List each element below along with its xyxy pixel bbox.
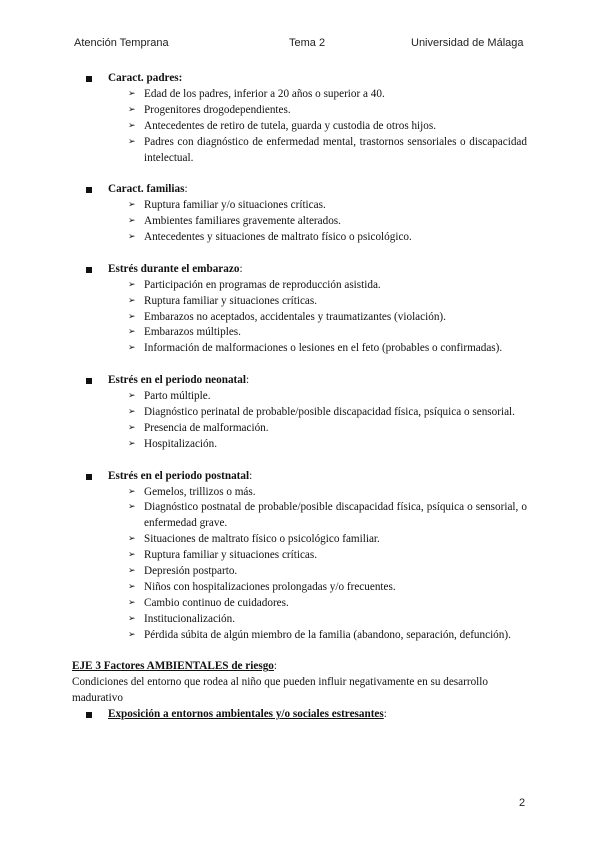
list-item xyxy=(72,580,527,596)
section-title-suffix: : xyxy=(184,183,188,196)
header-left: Atención Temprana xyxy=(74,37,169,49)
list-item xyxy=(72,87,527,103)
list-item-text: Padres con diagnóstico de enfermedad mental, trastornos sensoriales o discapacidad intelectual. xyxy=(144,135,527,164)
page-number: 2 xyxy=(519,797,526,809)
list-item-text: Gemelos, trillizos o más. xyxy=(144,485,256,498)
eje-subsection-title: Exposición a entornos ambientales y/o sociales estresantes xyxy=(108,708,384,721)
list-item xyxy=(72,421,527,437)
arrow-bullet-icon: ➢ xyxy=(128,581,136,592)
square-bullet-icon xyxy=(86,76,92,82)
list-item xyxy=(72,135,527,167)
section-title-suffix: : xyxy=(239,262,243,275)
list-item-text: Ruptura familiar y/o situaciones críticas. xyxy=(144,199,326,212)
list-item xyxy=(72,310,527,326)
section-item-list xyxy=(72,278,527,358)
section-title-suffix: : xyxy=(245,374,250,387)
list-item-text: Ambientes familiares gravemente alterados. xyxy=(144,215,341,228)
eje-paragraph: Condiciones del entorno que rodea al niño que pueden influir negativamente en su desarrollo madurativo xyxy=(72,676,488,705)
section-title-suffix: : xyxy=(249,469,253,482)
list-item-text: Situaciones de maltrato físico o psicológico familiar. xyxy=(144,533,380,546)
list-item-text: Edad de los padres, inferior a 20 años o superior a 40. xyxy=(144,87,385,100)
list-item xyxy=(72,612,527,628)
section-heading xyxy=(72,182,527,198)
section-title: Caract. padres: xyxy=(108,72,183,84)
header-center: Tema 2 xyxy=(289,37,326,49)
square-bullet-icon xyxy=(86,378,92,384)
list-item xyxy=(72,119,527,135)
list-item xyxy=(72,628,527,644)
section-heading xyxy=(72,71,527,87)
document-body xyxy=(72,71,527,723)
arrow-bullet-icon: ➢ xyxy=(128,629,136,640)
list-item-text: Embarazos no aceptados, accidentales y traumatizantes (violación). xyxy=(144,310,446,323)
arrow-bullet-icon: ➢ xyxy=(128,438,136,449)
section-title: Estrés durante el embarazo xyxy=(108,262,240,275)
arrow-bullet-icon: ➢ xyxy=(128,550,136,561)
list-item-text: Niños con hospitalizaciones prolongadas y/o frecuentes. xyxy=(144,580,396,593)
risk-section xyxy=(72,373,527,453)
section-item-list xyxy=(72,87,527,167)
arrow-bullet-icon: ➢ xyxy=(128,279,136,290)
list-item-text: Antecedentes y situaciones de maltrato físico o psicológico. xyxy=(144,231,412,244)
eje-section xyxy=(72,659,527,723)
list-item xyxy=(72,389,527,405)
arrow-bullet-icon: ➢ xyxy=(128,613,136,624)
list-item-text: Pérdida súbita de algún miembro de la familia (abandono, separación, defunción). xyxy=(144,628,511,641)
arrow-bullet-icon: ➢ xyxy=(128,534,136,545)
list-item-text: Hospitalización. xyxy=(144,437,218,450)
square-bullet-icon xyxy=(86,267,92,273)
arrow-bullet-icon: ➢ xyxy=(128,406,136,417)
list-item xyxy=(72,341,527,357)
arrow-bullet-icon: ➢ xyxy=(128,136,136,147)
list-item-text: Ruptura familiar y situaciones críticas. xyxy=(144,294,318,307)
arrow-bullet-icon: ➢ xyxy=(128,391,136,402)
list-item xyxy=(72,548,527,564)
arrow-bullet-icon: ➢ xyxy=(128,295,136,306)
list-item-text: Progenitores drogodependientes. xyxy=(144,103,291,116)
list-item-text: Presencia de malformación. xyxy=(144,421,269,434)
list-item xyxy=(72,214,527,230)
list-item-text: Diagnóstico perinatal de probable/posible discapacidad física, psíquica o sensorial. xyxy=(144,405,515,418)
arrow-bullet-icon: ➢ xyxy=(128,486,136,497)
section-title: Caract. familias xyxy=(108,183,185,196)
list-item-text: Embarazos múltiples. xyxy=(144,326,241,339)
arrow-bullet-icon: ➢ xyxy=(128,120,136,131)
list-item-text: Ruptura familiar y situaciones críticas. xyxy=(144,549,318,562)
eje-heading xyxy=(72,659,527,675)
eje-subsection-heading xyxy=(72,707,527,723)
arrow-bullet-icon: ➢ xyxy=(128,502,136,513)
list-item xyxy=(72,325,527,341)
arrow-bullet-icon: ➢ xyxy=(128,311,136,322)
arrow-bullet-icon: ➢ xyxy=(128,597,136,608)
list-item xyxy=(72,198,527,214)
arrow-bullet-icon: ➢ xyxy=(128,104,136,115)
list-item-text: Institucionalización. xyxy=(144,612,236,625)
header-right: Universidad de Málaga xyxy=(411,37,524,49)
list-item-text: Participación en programas de reproducción asistida. xyxy=(144,278,381,291)
arrow-bullet-icon: ➢ xyxy=(128,216,136,227)
arrow-bullet-icon: ➢ xyxy=(128,566,136,577)
eje-subsection-suffix: : xyxy=(383,708,387,721)
list-item xyxy=(72,294,527,310)
list-item-text: Antecedentes de retiro de tutela, guarda y custodia de otros hijos. xyxy=(144,119,437,132)
arrow-bullet-icon: ➢ xyxy=(128,232,136,243)
risk-section xyxy=(72,71,527,166)
square-bullet-icon xyxy=(86,474,92,480)
section-item-list xyxy=(72,485,527,644)
list-item xyxy=(72,500,527,532)
section-heading xyxy=(72,469,527,485)
risk-section xyxy=(72,262,527,357)
section-item-list xyxy=(72,389,527,453)
square-bullet-icon xyxy=(86,187,92,193)
list-item-text: Información de malformaciones o lesiones en el feto (probables o confirmadas). xyxy=(144,342,503,355)
arrow-bullet-icon: ➢ xyxy=(128,343,136,354)
list-item xyxy=(72,103,527,119)
risk-sections xyxy=(72,71,527,644)
section-heading xyxy=(72,373,527,389)
arrow-bullet-icon: ➢ xyxy=(128,200,136,211)
section-item-list xyxy=(72,198,527,246)
list-item xyxy=(72,278,527,294)
section-title: Estrés en el periodo neonatal xyxy=(108,374,246,387)
list-item-text: Depresión postparto. xyxy=(144,565,238,578)
section-heading xyxy=(72,262,527,278)
risk-section xyxy=(72,469,527,644)
arrow-bullet-icon: ➢ xyxy=(128,327,136,338)
list-item xyxy=(72,564,527,580)
list-item xyxy=(72,405,527,421)
list-item xyxy=(72,532,527,548)
square-bullet-icon xyxy=(86,712,92,718)
section-title: Estrés en el periodo postnatal xyxy=(108,469,250,482)
arrow-bullet-icon: ➢ xyxy=(128,422,136,433)
eje-heading-text: EJE 3 Factores AMBIENTALES de riesgo xyxy=(72,660,274,673)
list-item xyxy=(72,437,527,453)
list-item xyxy=(72,596,527,612)
list-item-text: Parto múltiple. xyxy=(144,390,211,403)
list-item-text: Diagnóstico postnatal de probable/posible discapacidad física, psíquica o sensorial, o enfermedad grave. xyxy=(144,501,527,530)
eje-heading-suffix: : xyxy=(273,660,278,673)
arrow-bullet-icon: ➢ xyxy=(128,88,136,99)
risk-section xyxy=(72,182,527,246)
list-item xyxy=(72,485,527,501)
list-item-text: Cambio continuo de cuidadores. xyxy=(144,596,289,609)
list-item xyxy=(72,230,527,246)
